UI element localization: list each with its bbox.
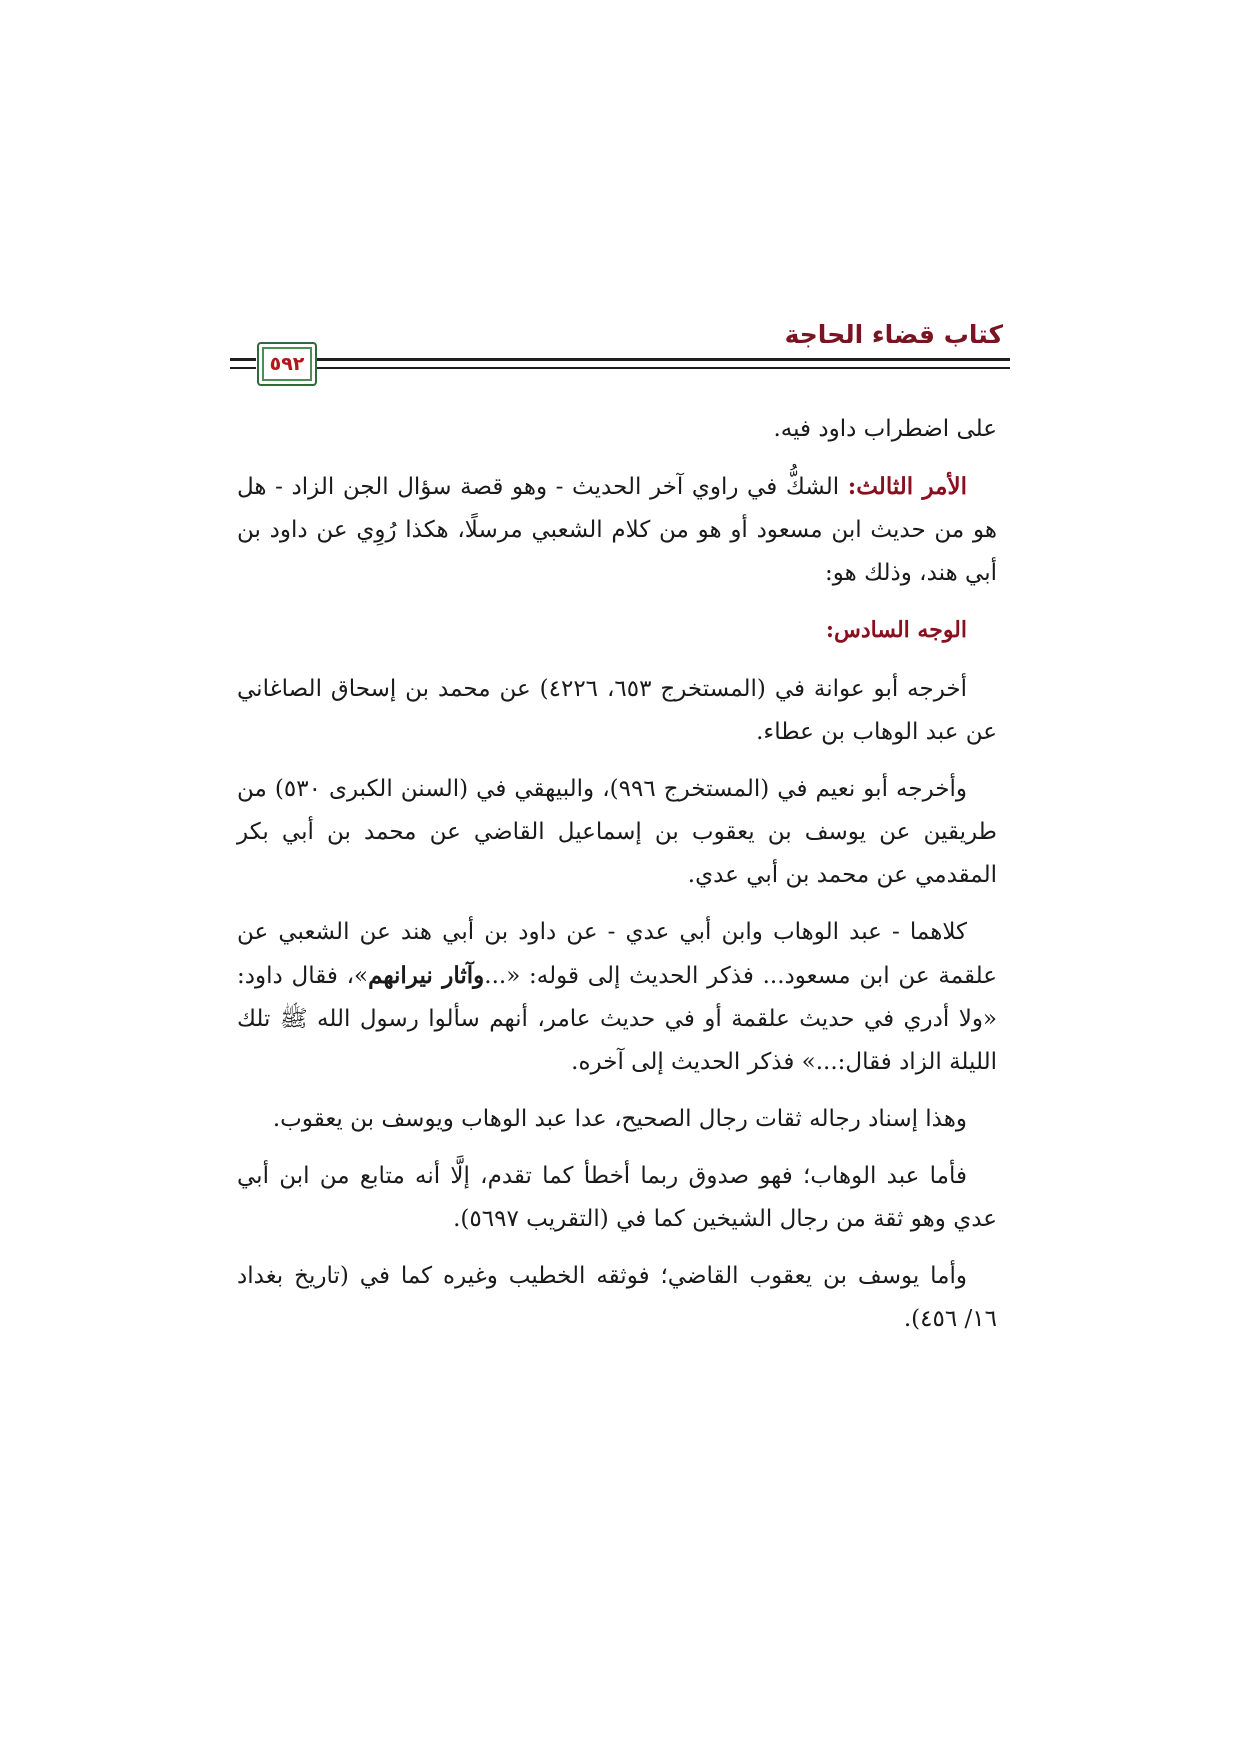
book-title: كتاب قضاء الحاجة (784, 320, 1003, 349)
paragraph: وهذا إسناد رجاله ثقات رجال الصحيح، عدا عبد الوهاب ويوسف بن يعقوب. (272, 1106, 967, 1132)
paragraph: وأما يوسف بن يعقوب القاضي؛ فوثقه الخطيب وغيره كما في (تاريخ بغداد ١٦/ ٤٥٦). (237, 1263, 997, 1332)
paragraph: أخرجه أبو عوانة في (المستخرج ٦٥٣، ٤٢٢٦) عن محمد بن إسحاق الصاغاني عن عبد الوهاب بن عطاء. (237, 676, 997, 745)
header-rule (270, 367, 1010, 369)
paragraph-text: »، فقال داود: «ولا أدري في حديث علقمة أو في حديث عامر، أنهم سألوا رسول الله ﷺ تلك الليلة الزاد فقال:...» فذكر الحديث إلى آخره. (237, 963, 997, 1075)
header-rule (230, 358, 256, 361)
page-body (237, 408, 997, 1355)
paragraph (237, 465, 997, 595)
section-label: الأمر الثالث: (847, 473, 967, 500)
section-heading: الوجه السادس: (825, 617, 967, 643)
paragraph: على اضطراب داود فيه. (773, 416, 997, 442)
quoted-bold-text: وآثار نيرانهم (368, 962, 485, 989)
paragraph-text: الشكُّ في راوي آخر الحديث - وهو قصة سؤال الجن الزاد - هل هو من حديث ابن مسعود أو هو من كلام الشعبي مرسلًا، هكذا رُوِي عن داود بن أبي هند، وذلك هو: (237, 474, 997, 586)
header-rule (230, 367, 256, 369)
header-rule (270, 358, 1010, 361)
page-number: ٥٩٢ (269, 352, 305, 375)
page-header (230, 300, 1010, 390)
paragraph: فأما عبد الوهاب؛ فهو صدوق ربما أخطأ كما تقدم، إلَّا أنه متابع من ابن أبي عدي وهو ثقة من رجال الشيخين كما في (التقريب ٥٦٩٧). (237, 1163, 997, 1232)
paragraph: وأخرجه أبو نعيم في (المستخرج ٩٩٦)، والبيهقي في (السنن الكبرى ٥٣٠) من طريقين عن يوسف بن يعقوب بن إسماعيل القاضي عن محمد بن أبي بكر المقدمي عن محمد بن أبي عدي. (237, 776, 997, 888)
paragraph-text: كلاهما - عبد الوهاب وابن أبي عدي - عن داود بن أبي هند عن الشعبي عن علقمة عن ابن مسعود... فذكر الحديث إلى قوله: «... (237, 919, 997, 989)
page-number-badge (257, 342, 317, 386)
paragraph (237, 911, 997, 1084)
